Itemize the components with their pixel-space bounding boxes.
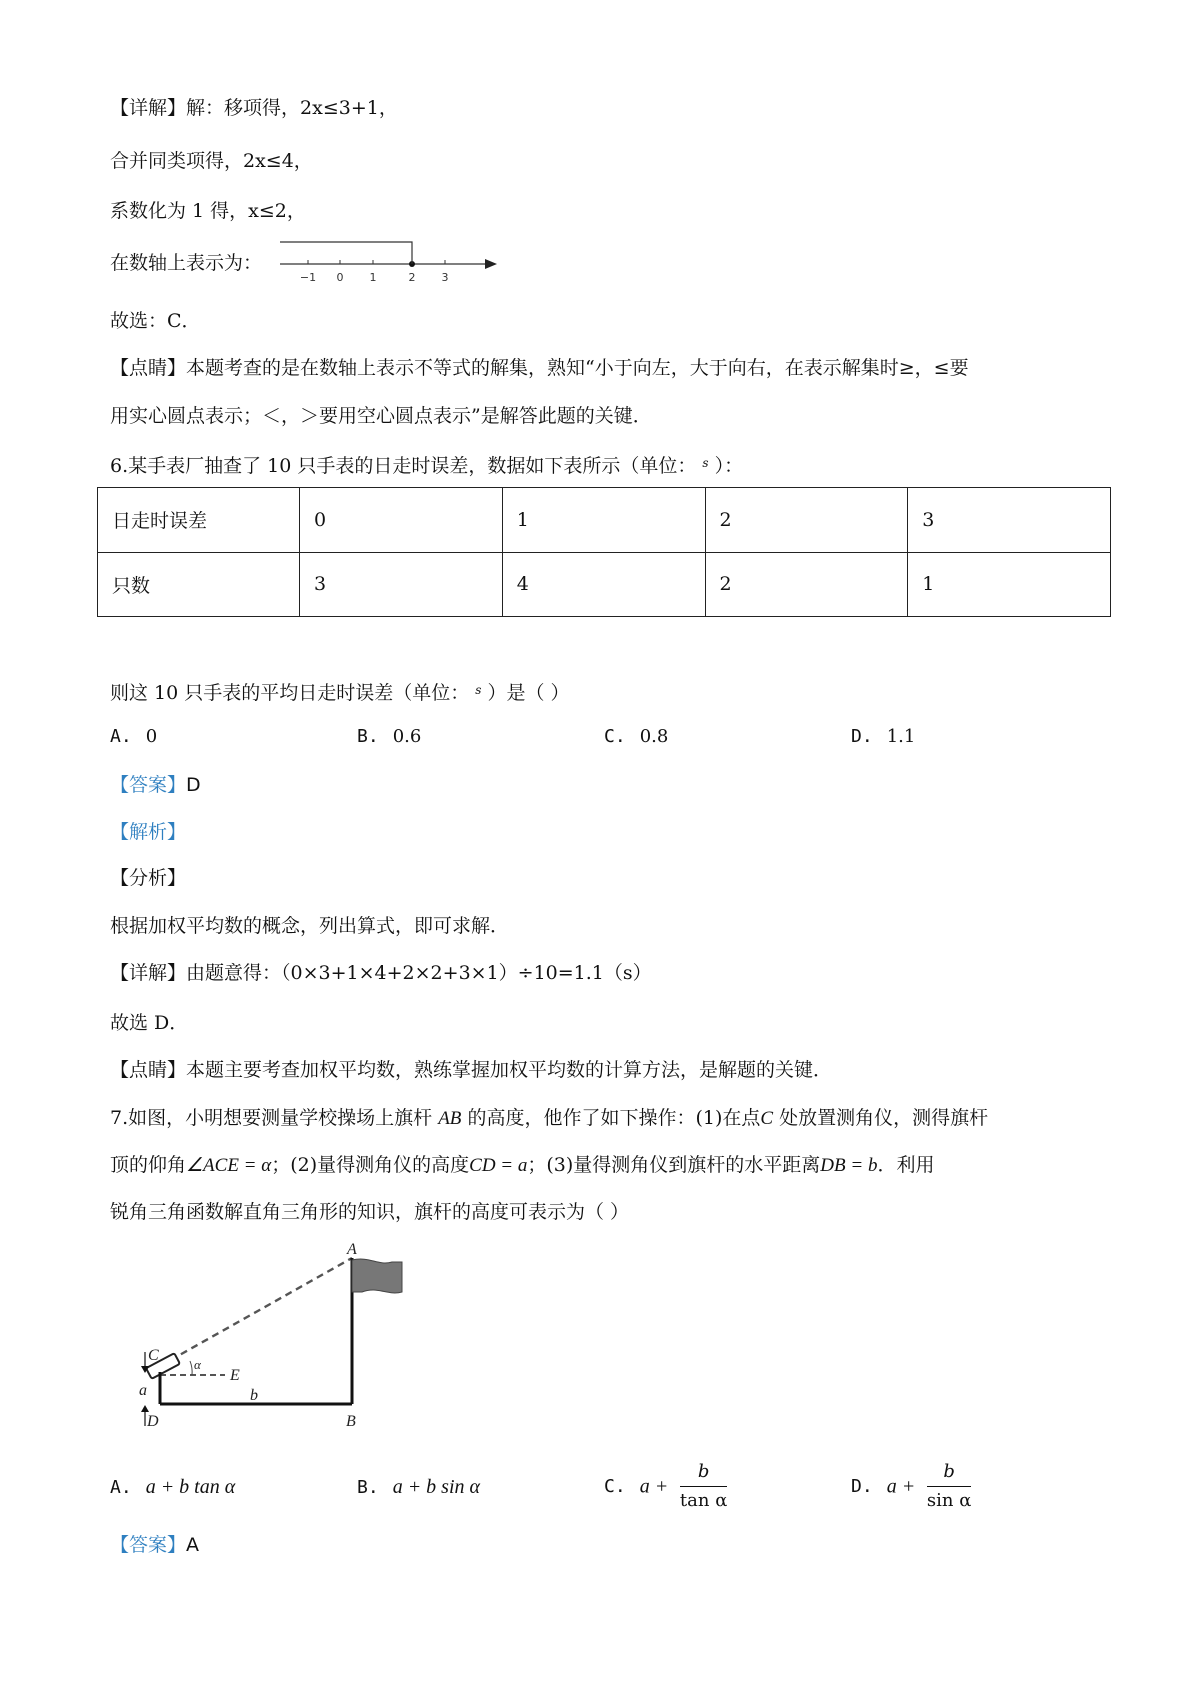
label-e-point: E	[230, 1367, 240, 1384]
q7-option-c: C. a + $\frac{b}{\text{tan α}}$	[604, 1461, 728, 1511]
q7-option-d: D. a + $\frac{b}{\text{sin α}}$	[851, 1461, 972, 1511]
label-a-point: A	[347, 1241, 357, 1258]
q6-fenxi: 根据加权平均数的概念，列出算式，即可求解．	[110, 915, 510, 937]
q6-choose: 故选 D．	[110, 1012, 189, 1034]
table-row	[98, 552, 1111, 617]
number-line-figure	[275, 237, 495, 287]
tick-label: 1	[369, 271, 377, 284]
tick-label: 0	[336, 271, 344, 284]
q6-detail	[110, 961, 652, 985]
q7-option-b: B. a + b sin α	[357, 1476, 481, 1498]
dianjing-tag: 【点睛】	[110, 357, 187, 379]
tick-label: −1	[299, 271, 317, 284]
q6-option-b: B. 0.6	[357, 726, 422, 747]
dianjing-line	[110, 356, 969, 380]
error-table	[97, 487, 1111, 617]
coefficient-line: 系数化为 1 得，x≤2，	[110, 200, 306, 222]
label-b-length: b	[250, 1387, 258, 1404]
q6-stem-end: ）：	[714, 455, 744, 477]
label-d-point: D	[147, 1413, 159, 1430]
q7-option-a: A. a + b tan α	[110, 1476, 236, 1498]
q6-stem	[110, 451, 743, 478]
q6-analysis-tag: 【解析】	[110, 821, 187, 843]
table-cell: 3	[908, 488, 1111, 553]
table-cell: 1	[908, 552, 1111, 617]
label-alpha: α	[194, 1357, 201, 1372]
table-cell: 1	[502, 488, 705, 553]
table-cell: 只数	[98, 552, 300, 617]
dianjing-line-2: 用实心圆点表示；＜，＞要用空心圆点表示”是解答此题的关键．	[110, 405, 652, 427]
tick-label: 2	[408, 271, 416, 284]
detail-text: 由题意得：（0×3+1×4+2×2+3×1）÷10=1.1（s）	[186, 962, 652, 984]
q6-question	[110, 678, 569, 705]
detail-line	[110, 96, 398, 120]
unit-symbol: s	[475, 683, 482, 697]
dianjing-text: 本题考查的是在数轴上表示不等式的解集，熟知“小于向左，大于向右，在表示解集时≥，≤要	[186, 357, 969, 379]
q6-option-d: D. 1.1	[851, 726, 916, 747]
label-b-point: B	[346, 1413, 356, 1430]
table-cell: 日走时误差	[98, 488, 300, 553]
q7-stem-1: 7.如图，小明想要测量学校操场上旗杆 AB 的高度，他作了如下操作：(1)在点C 处放置测角仪，测得旗杆	[110, 1107, 989, 1129]
q7-answer	[110, 1533, 199, 1557]
table-row	[98, 488, 1111, 553]
table-cell: 2	[705, 552, 908, 617]
table-cell: 2	[705, 488, 908, 553]
answer-value: D	[186, 774, 201, 796]
q6-fenxi-tag: 【分析】	[110, 867, 187, 889]
choose-line: 故选：C．	[110, 310, 201, 332]
q6-question-end: ）是（ ）	[487, 682, 570, 704]
q6-question-text: 则这 10 只手表的平均日走时误差（单位：	[110, 682, 470, 704]
answer-value: A	[186, 1534, 200, 1556]
answer-tag: 【答案】	[110, 1534, 187, 1556]
table-cell: 3	[300, 552, 503, 617]
dianjing-tag: 【点睛】	[110, 1059, 187, 1081]
tick-label: 3	[441, 271, 449, 284]
q6-dianjing	[110, 1058, 832, 1082]
answer-tag: 【答案】	[110, 774, 187, 796]
detail-tag: 【详解】	[110, 962, 187, 984]
q7-stem-2: 顶的仰角∠ACE = α；(2)量得测角仪的高度CD = a；(3)量得测角仪到旗杆的水平距离DB = b．利用	[110, 1154, 935, 1176]
label-c-point: C	[148, 1347, 159, 1364]
unit-symbol: s	[702, 456, 709, 470]
table-cell: 4	[502, 552, 705, 617]
detail-tag: 【详解】	[110, 97, 187, 119]
q6-stem-text: 6.某手表厂抽查了 10 只手表的日走时误差，数据如下表所示（单位：	[110, 455, 697, 477]
table-cell: 0	[300, 488, 503, 553]
number-line-caption: 在数轴上表示为：	[110, 252, 263, 274]
q6-option-a: A. 0	[110, 726, 158, 747]
flagpole-figure	[130, 1240, 430, 1440]
fraction: $\frac{b}{\text{tan α}}$	[679, 1461, 728, 1511]
q6-option-c: C. 0.8	[604, 726, 669, 747]
dianjing-text: 本题主要考查加权平均数，熟练掌握加权平均数的计算方法，是解题的关键．	[186, 1059, 833, 1081]
combine-line: 合并同类项得，2x≤4，	[110, 150, 313, 172]
q6-answer	[110, 773, 201, 797]
fraction: $\frac{b}{\text{sin α}}$	[926, 1461, 972, 1511]
label-a-length: a	[139, 1382, 147, 1399]
q7-stem-3: 锐角三角函数解直角三角形的知识，旗杆的高度可表示为（ ）	[110, 1201, 630, 1223]
detail-text: 解：移项得，2x≤3+1，	[186, 97, 398, 119]
